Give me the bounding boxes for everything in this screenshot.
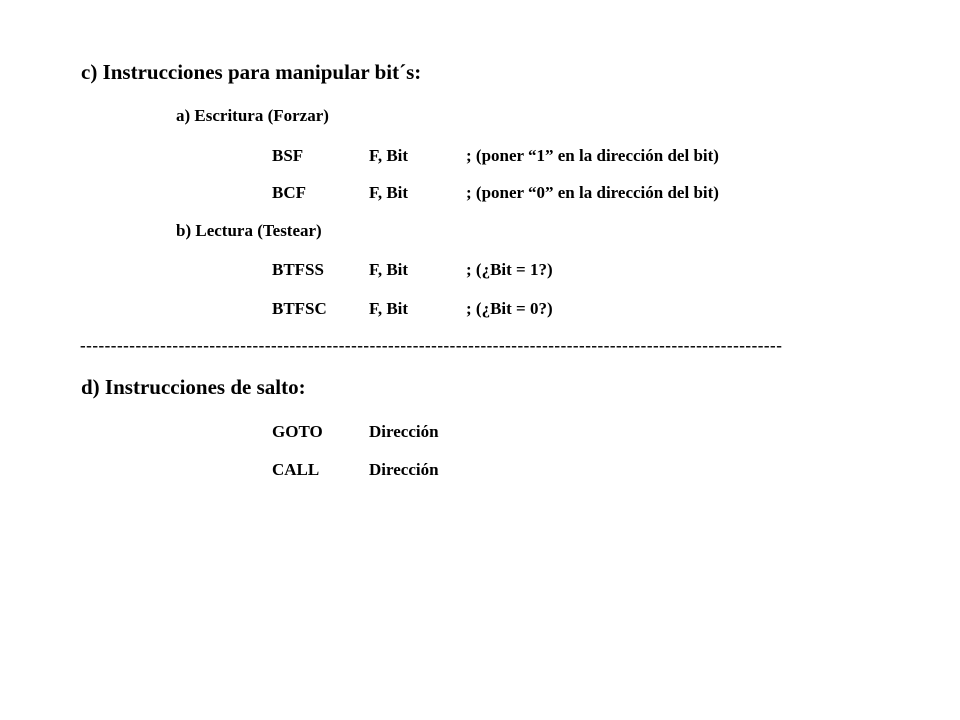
btfsc-operands: F, Bit bbox=[369, 299, 409, 318]
section-c-title: c) Instrucciones para manipular bit´s: bbox=[81, 60, 422, 84]
goto-mnemonic: GOTO bbox=[272, 422, 323, 441]
bsf-operands: F, Bit bbox=[369, 146, 409, 165]
bcf-operands: F, Bit bbox=[369, 183, 409, 202]
btfss-comment: ; (¿Bit = 1?) bbox=[466, 260, 553, 279]
btfsc-comment: ; (¿Bit = 0?) bbox=[466, 299, 553, 318]
btfsc-mnemonic: BTFSC bbox=[272, 299, 327, 318]
bcf-mnemonic: BCF bbox=[272, 183, 306, 202]
bsf-mnemonic: BSF bbox=[272, 146, 304, 165]
bcf-comment: ; (poner “0” en la dirección del bit) bbox=[466, 183, 719, 202]
write-heading: a) Escritura (Forzar) bbox=[176, 106, 329, 125]
call-mnemonic: CALL bbox=[272, 460, 320, 479]
read-heading: b) Lectura (Testear) bbox=[176, 221, 322, 240]
call-operands: Dirección bbox=[369, 460, 439, 479]
goto-operands: Dirección bbox=[369, 422, 439, 441]
bsf-comment: ; (poner “1” en la dirección del bit) bbox=[466, 146, 719, 165]
section-d-title: d) Instrucciones de salto: bbox=[81, 375, 306, 399]
dashed-separator: ------------------------------------------------------------------------------------------------------------------ bbox=[80, 336, 783, 355]
btfss-operands: F, Bit bbox=[369, 260, 409, 279]
btfss-mnemonic: BTFSS bbox=[272, 260, 324, 279]
